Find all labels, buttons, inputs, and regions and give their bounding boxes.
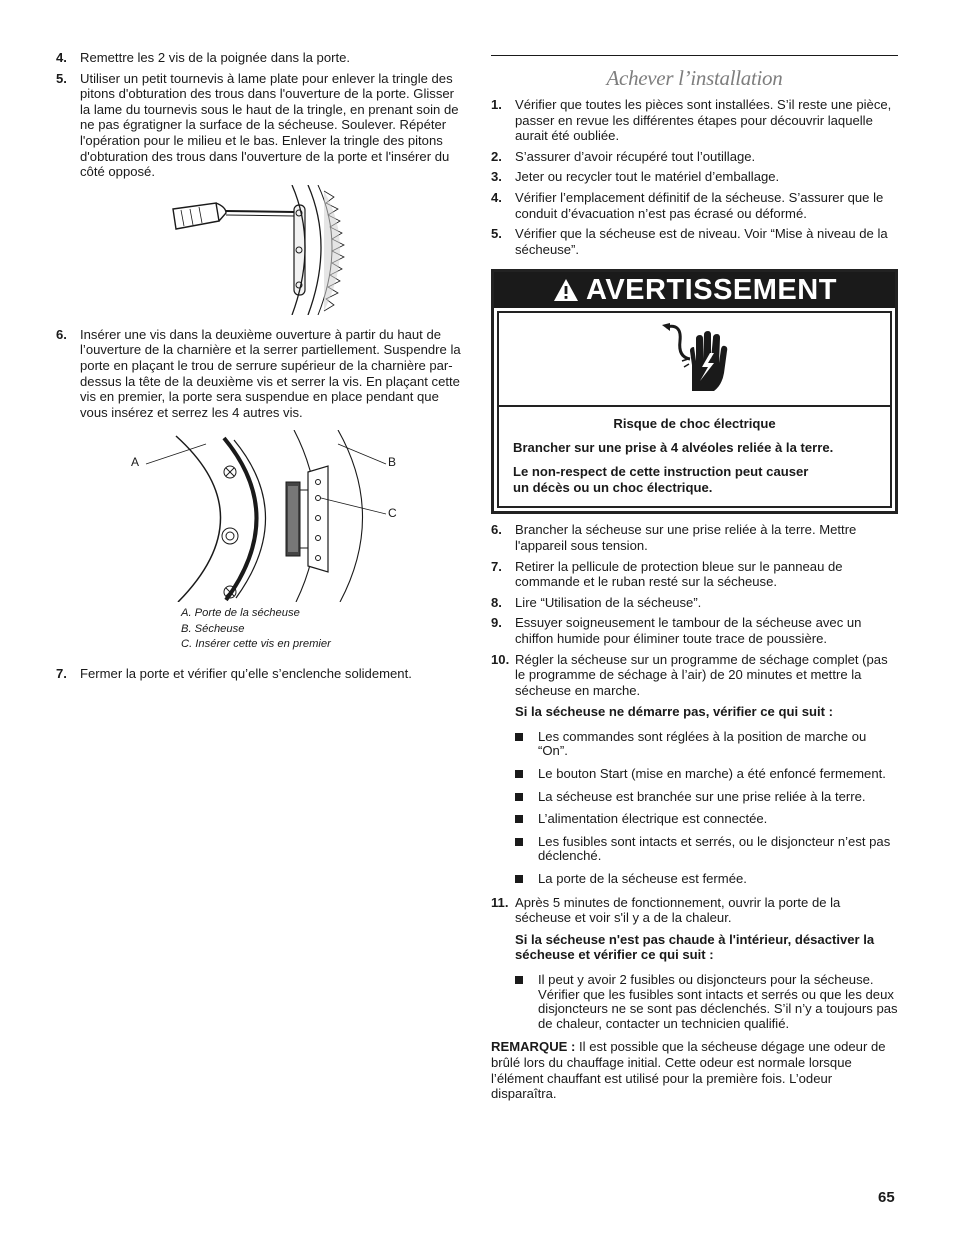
figure-label-b: B — [388, 455, 397, 470]
step-6 — [491, 522, 898, 553]
step-5 — [491, 226, 898, 257]
step-5 — [56, 71, 461, 180]
step-10 — [491, 652, 898, 699]
step-text: Brancher la sécheuse sur une prise reliée à la terre. Mettre l'appareil sous tension. — [515, 522, 857, 553]
warning-header — [494, 272, 895, 308]
figure-captions — [181, 606, 461, 653]
screwdriver-illustration — [56, 185, 461, 315]
step-text: Retirer la pellicule de protection bleue sur le panneau de commande et le ruban resté sur la sécheuse. — [515, 558, 843, 590]
step-text: Insérer une vis dans la deuxième ouverture à partir du haut de l’ouverture de la charnière et la serrer partiellement. Suspendre la porte en plaçant le trou de serrure supérieur de la charnière par-dessus la tête de la deuxième vis et serrer la vis. En plaçant cette vis en premier, la porte sera suspendue en place pendant que vous insérez et serrez les 4 autres vis. — [80, 326, 461, 420]
check-bullet — [491, 767, 898, 782]
check-heading: Si la sécheuse ne démarre pas, vérifier ce qui suit : — [515, 704, 834, 720]
step-1 — [491, 97, 898, 144]
step-text: Après 5 minutes de fonctionnement, ouvrir la porte de la sécheuse et voir s'il y a de la chaleur. — [515, 894, 841, 926]
step-number: 2. — [491, 148, 502, 164]
caption-a: A. Porte de la sécheuse — [181, 607, 300, 620]
remarque-paragraph — [491, 1039, 898, 1101]
step-number: 3. — [491, 169, 502, 185]
bullet-text: La porte de la sécheuse est fermée. — [538, 871, 747, 887]
check-bullet — [491, 872, 898, 887]
step-9 — [491, 615, 898, 646]
step-number: 6. — [56, 326, 67, 342]
step-number: 10. — [491, 651, 510, 667]
step-number: 7. — [491, 558, 502, 574]
hinge-illustration — [56, 430, 461, 602]
caption-c: C. Insérer cette vis en premier — [181, 638, 331, 651]
section-divider — [491, 55, 898, 56]
step-text: Vérifier que la sécheuse est de niveau. Voir “Mise à niveau de la sécheuse”. — [515, 226, 888, 257]
step-6 — [56, 327, 461, 421]
step-number: 9. — [491, 615, 502, 631]
step-2 — [491, 149, 898, 165]
warning-hazard: Risque de choc électrique — [613, 416, 776, 432]
step-text: Utiliser un petit tournevis à lame plate pour enlever la tringle des pitons d'obturation des trous dans l'ouverture de la porte. Glisser la lame du tournevis sous le haut de la tringle, en prenant soin de ne pas égratigner la surface de la sécheuse. Soulever. Répéter l'opération pour le milieu et le bas. Enlever la tringle des pitons d'obturation des trous dans l'ouverture de la porte et l'insérer du côté opposé. — [80, 70, 459, 180]
step-4 — [491, 190, 898, 221]
bullet-text: Il peut y avoir 2 fusibles ou disjoncteurs pour la sécheuse. Vérifier que les fusibles sont intacts et serrés ou que les deux disjoncteurs ne se sont pas déclenchés. S’il n’y a toujours pas de chaleur, contacter un technicien qualifié. — [538, 972, 898, 1031]
step-text: Remettre les 2 vis de la poignée dans la porte. — [80, 50, 351, 65]
right-column — [491, 50, 898, 1102]
step-number: 11. — [491, 894, 509, 910]
step-text: Fermer la porte et vérifier qu’elle s’enclenche solidement. — [80, 665, 412, 681]
warning-consequence: Le non-respect de cette instruction peut causer un décès ou un choc électrique. — [513, 464, 809, 496]
step-7 — [491, 559, 898, 590]
bullet-square-icon — [515, 815, 523, 823]
check-bullet — [491, 790, 898, 805]
bullet-square-icon — [515, 875, 523, 883]
step-text: Régler la sécheuse sur un programme de séchage complet (pas le programme de séchage à l’air) de 20 minutes et mettre la sécheuse en marche. — [515, 651, 888, 698]
bullet-text: Le bouton Start (mise en marche) a été enfoncé fermement. — [538, 766, 886, 782]
bullet-text: Les fusibles sont intacts et serrés, ou le disjoncteur n’est pas déclenché. — [538, 833, 891, 864]
step-text: Essuyer soigneusement le tambour de la sécheuse avec un chiffon humide pour éliminer toute trace de poussière. — [515, 615, 862, 646]
warning-icon-panel — [497, 311, 892, 407]
step-number: 7. — [56, 665, 67, 681]
step-4 — [56, 50, 461, 66]
bullet-text: Les commandes sont réglées à la position de marche ou “On”. — [538, 728, 867, 759]
warning-instruction: Brancher sur une prise à 4 alvéoles reliée à la terre. — [513, 440, 834, 456]
step-text: S’assurer d’avoir récupéré tout l’outillage. — [515, 148, 756, 164]
step-text: Vérifier l’emplacement définitif de la sécheuse. S’assurer que le conduit d’évacuation n’est pas écrasé ou déformé. — [515, 189, 884, 221]
step-7 — [56, 666, 461, 682]
step-number: 5. — [56, 70, 67, 86]
screw-icon — [224, 466, 236, 478]
step-number: 8. — [491, 594, 502, 610]
bullet-text: La sécheuse est branchée sur une prise reliée à la terre. — [538, 788, 866, 804]
caption-b: B. Sécheuse — [181, 622, 245, 635]
figure-label-c: C — [388, 506, 397, 521]
step-number: 4. — [491, 189, 502, 205]
figure-label-a: A — [131, 455, 140, 470]
heat-bullet — [491, 973, 898, 1031]
check-bullet — [491, 730, 898, 759]
page-number: 65 — [878, 1189, 895, 1206]
step-number: 6. — [491, 522, 502, 538]
step-8 — [491, 595, 898, 611]
heat-heading: Si la sécheuse n'est pas chaude à l'intérieur, désactiver la sécheuse et vérifier ce qui suit : — [515, 931, 875, 963]
bullet-square-icon — [515, 770, 523, 778]
bullet-square-icon — [515, 976, 523, 984]
bullet-square-icon — [515, 793, 523, 801]
remarque-label: REMARQUE : — [491, 1039, 576, 1055]
bullet-square-icon — [515, 838, 523, 846]
warning-text-panel — [497, 407, 892, 508]
bullet-text: L’alimentation électrique est connectée. — [538, 811, 768, 827]
warning-title: AVERTISSEMENT — [586, 273, 837, 306]
warning-box — [491, 269, 898, 514]
electric-shock-hand-icon — [660, 321, 730, 397]
step-text: Jeter ou recycler tout le matériel d’emballage. — [515, 169, 780, 185]
screw-icon — [222, 528, 238, 544]
step-text: Vérifier que toutes les pièces sont installées. S’il reste une pièce, passer en revue les différentes étapes pour découvrir laquelle aurait été oubliée. — [515, 97, 892, 144]
section-title: Achever l’installation — [606, 66, 783, 90]
step-number: 5. — [491, 226, 502, 242]
step-number: 4. — [56, 50, 67, 65]
bullet-square-icon — [515, 733, 523, 741]
check-bullet — [491, 835, 898, 864]
step-text: Lire “Utilisation de la sécheuse”. — [515, 594, 702, 610]
step-number: 1. — [491, 97, 502, 112]
step-3 — [491, 169, 898, 185]
warning-triangle-icon — [552, 277, 580, 303]
left-column — [56, 50, 461, 686]
step-11 — [491, 895, 898, 926]
remarque-text: Il est possible que la sécheuse dégage une odeur de brûlé lors du chauffage initial. Cette odeur est normale lorsque l’élément chauffant est utilisé pour la première fois. L’odeur disparaîtra. — [491, 1039, 886, 1102]
check-bullet — [491, 812, 898, 827]
